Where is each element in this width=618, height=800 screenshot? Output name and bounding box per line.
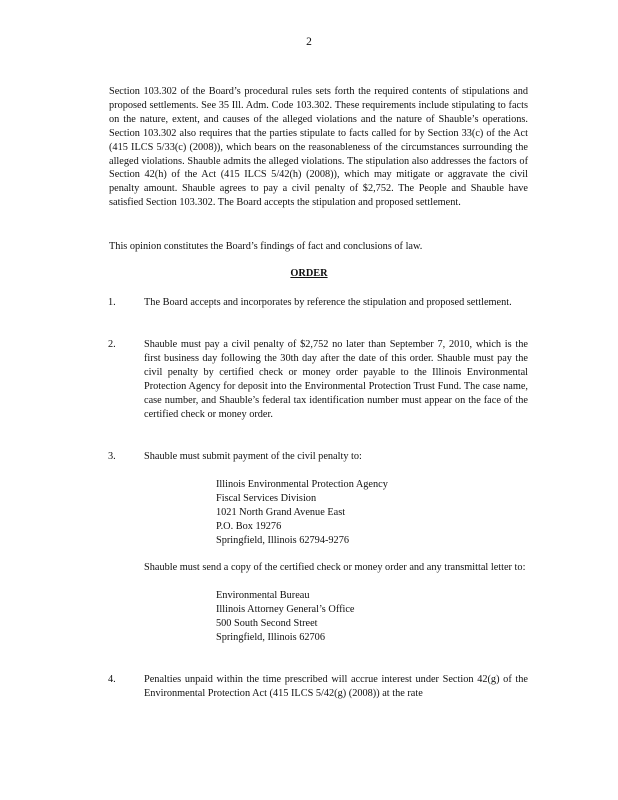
address-line: Illinois Environmental Protection Agency [216,478,388,490]
address-line: P.O. Box 19276 [216,520,282,532]
opinion-paragraph: This opinion constitutes the Board’s findings of fact and conclusions of law. [109,241,423,252]
order-item-text: Shauble must submit payment of the civil penalty to: [144,451,362,462]
order-item-number: 2. [108,339,116,350]
address-line: 500 South Second Street [216,618,318,630]
order-item-3 [108,450,528,659]
address-line: Fiscal Services Division [216,492,317,504]
intro-paragraph [74,85,528,210]
order-item-text: The Board accepts and incorporates by reference the stipulation and proposed settlement. [144,297,512,308]
order-item-number: 4. [108,674,116,685]
address-line: Environmental Bureau [216,590,310,602]
order-item-text-2: Shauble must send a copy of the certified check or money order and any transmittal letter to: [144,562,526,574]
order-item-number: 1. [108,297,116,308]
order-item-text: Shauble must pay a civil penalty of $2,752 no later than September 7, 2010, which is the first business day following the 30th day after the date of this order. Shauble must pay the civil penalty by certified check or money order payable to the Illinois Environmental Protection Agency for deposit into the Environmental Protection Trust Fund. The case name, case number, and Shauble’s federal tax identification number must appear on the face of the certified check or money order. [144,339,528,420]
attorney-general-address-block [216,589,528,645]
order-item-body [144,450,528,645]
order-heading: ORDER [290,268,328,279]
order-item-1 [108,296,528,310]
agency-address-block [216,478,528,548]
address-line: Springfield, Illinois 62706 [216,632,325,644]
address-line: Illinois Attorney General’s Office [216,604,355,616]
page-number: 2 [306,36,312,48]
order-item-number: 3. [108,451,116,462]
order-item-4 [108,673,528,701]
order-item-text: Penalties unpaid within the time prescribed will accrue interest under Section 42(g) of the Environmental Protection Act (415 ILCS 5/42(g) (2008)) at the rate [144,674,528,699]
order-item-2 [108,338,528,421]
address-line: Springfield, Illinois 62794-9276 [216,534,349,546]
intro-paragraph-text: Section 103.302 of the Board’s procedural rules sets forth the required contents of stipulations and proposed settlements. See 35 Ill. Adm. Code 103.302. These requirements include stipulating to facts on the nature, extent, and causes of the alleged violations and the nature of Shauble’s operations. Section 103.302 also requires that the parties stipulate to facts called for by Section 33(c) of the Act (415 ILCS 5/33(c) (2008)), which bears on the reasonableness of the circumstances surrounding the alleged violations. Shauble admits the alleged violations. The stipulation also addresses the factors of Section 42(h) of the Act (415 ILCS 5/42(h) (2008)), which may mitigate or aggravate the civil penalty amount. Shauble agrees to pay a civil penalty of $2,752. The People and Shauble have satisfied Section 103.302. The Board accepts the stipulation and proposed settlement. [109,86,528,209]
address-line: 1021 North Grand Avenue East [216,506,346,518]
